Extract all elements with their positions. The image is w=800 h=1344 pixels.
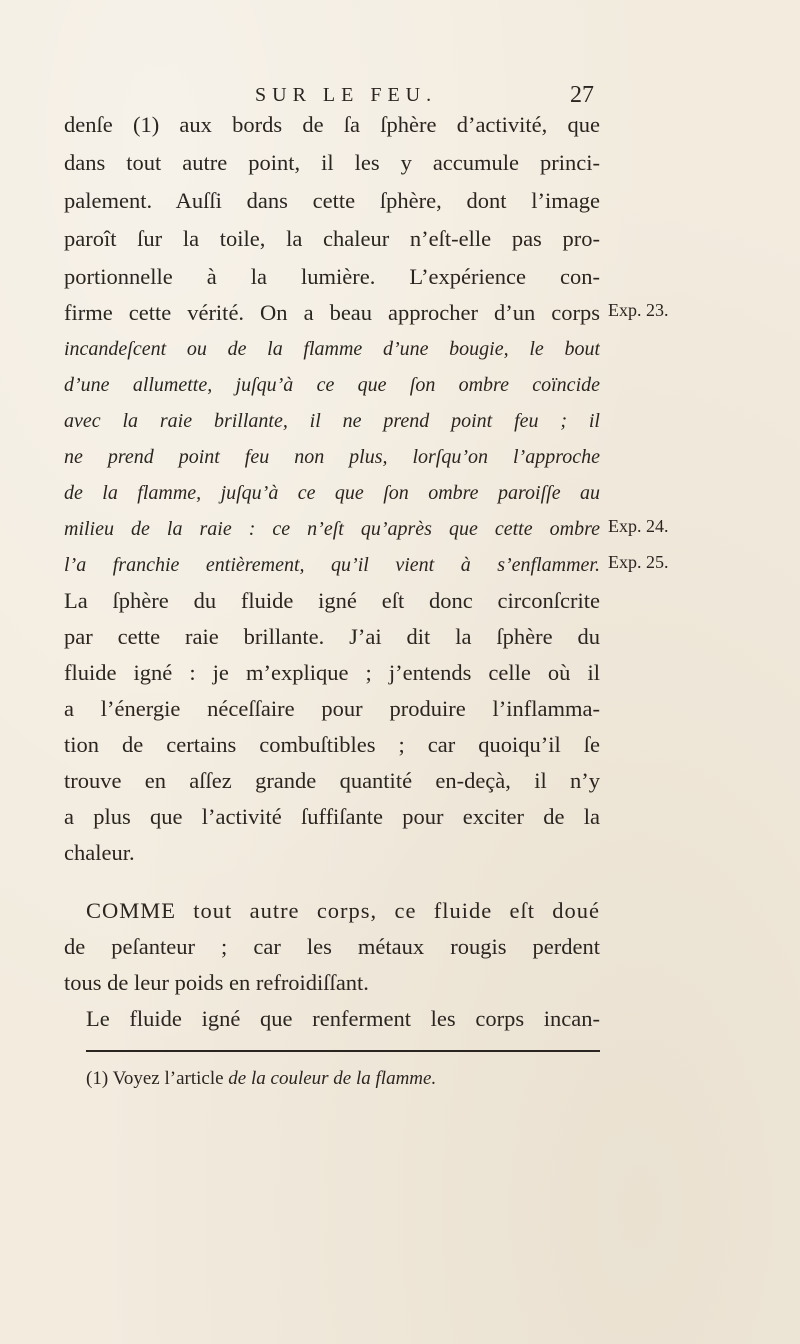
text-line: de la flamme, juſqu’à ce que ſon ombre paroiſſe au xyxy=(64,482,600,504)
text-line: La ſphère du fluide igné eſt donc circonſcrite xyxy=(64,588,600,613)
text-line: tous de leur poids en refroidiſſant. xyxy=(64,970,369,995)
text-line: firme cette vérité. On a beau approcher d’un corps xyxy=(64,300,600,325)
text-line: incandeſcent ou de la flamme d’une bougie, le bout xyxy=(64,338,600,360)
footnote-text: Voyez l’article xyxy=(112,1068,224,1089)
text-line: a plus que l’activité ſuffiſante pour exciter de la xyxy=(64,804,600,829)
text-line: COMME tout autre corps, ce fluide eſt doué xyxy=(86,898,600,923)
footnote xyxy=(86,1068,436,1090)
text-line: avec la raie brillante, il ne prend point feu ; il xyxy=(64,410,600,432)
text-line: chaleur. xyxy=(64,840,135,865)
text-line: de peſanteur ; car les métaux rougis perdent xyxy=(64,934,600,959)
text-line: ne prend point feu non plus, lorſqu’on l’approche xyxy=(64,446,600,468)
text-line: d’une allumette, juſqu’à ce que ſon ombre coïncide xyxy=(64,374,600,396)
footnote-italic-text: de la couleur de la flamme. xyxy=(228,1068,437,1089)
text-line: a l’énergie néceſſaire pour produire l’inflamma- xyxy=(64,696,600,721)
margin-note-exp: Exp. 25. xyxy=(608,552,669,572)
running-head: SUR LE FEU. xyxy=(255,84,438,106)
page-number: 27 xyxy=(570,82,594,108)
margin-note-exp: Exp. 23. xyxy=(608,300,669,320)
text-line: portionnelle à la lumière. L’expérience con- xyxy=(64,264,600,289)
text-line: tion de certains combuſtibles ; car quoiqu’il ſe xyxy=(64,732,600,757)
text-line: denſe (1) aux bords de ſa ſphère d’activité, que xyxy=(64,112,600,137)
footnote-mark: (1) xyxy=(86,1068,109,1089)
text-line: paroît ſur la toile, la chaleur n’eſt-elle pas pro- xyxy=(64,226,600,251)
margin-note-exp: Exp. 24. xyxy=(608,516,669,536)
text-line: l’a franchie entièrement, qu’il vient à s’enflammer. xyxy=(64,554,600,576)
text-line: Le fluide igné que renferment les corps incan- xyxy=(86,1006,600,1031)
text-line: par cette raie brillante. J’ai dit la ſphère du xyxy=(64,624,600,649)
text-line: dans tout autre point, il les y accumule princi- xyxy=(64,150,600,175)
text-line: fluide igné : je m’explique ; j’entends celle où il xyxy=(64,660,600,685)
text-line: milieu de la raie : ce n’eſt qu’après que cette ombre xyxy=(64,518,600,540)
footnote-rule xyxy=(86,1050,600,1052)
text-line: palement. Auſſi dans cette ſphère, dont l’image xyxy=(64,188,600,213)
text-line: trouve en aſſez grande quantité en-deçà, il n’y xyxy=(64,768,600,793)
